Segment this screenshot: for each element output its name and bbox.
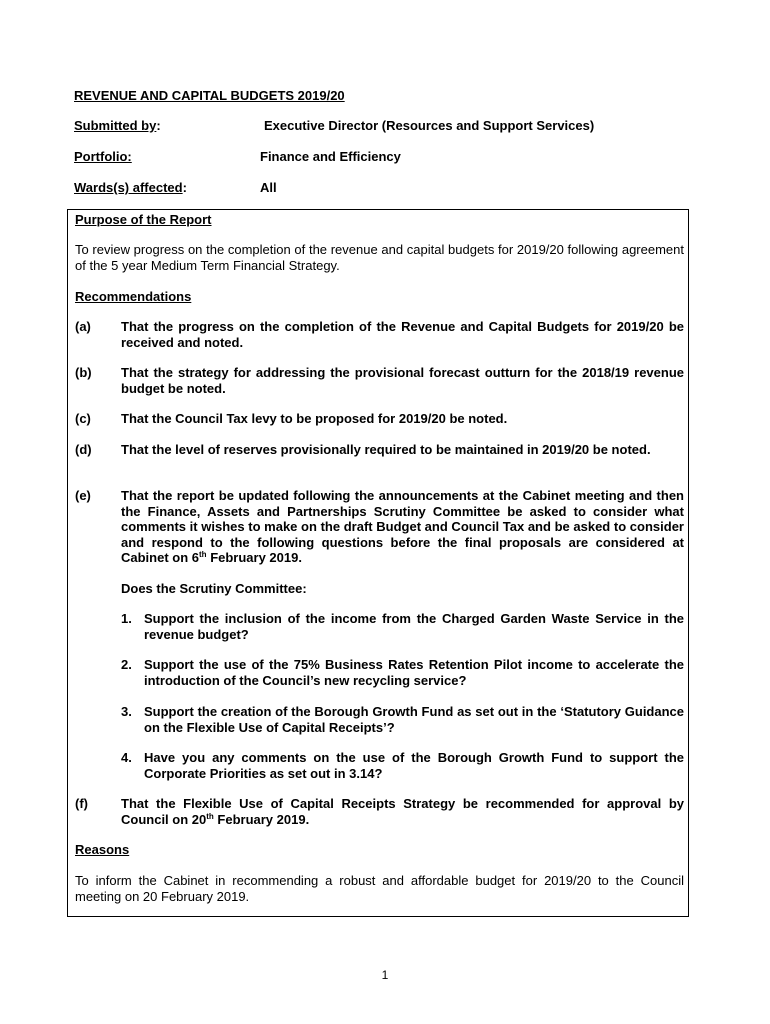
question-1-text: Support the inclusion of the income from the Charged Garden Waste Service in the revenue budget? (144, 611, 684, 642)
rec-c-letter: (c) (75, 411, 91, 426)
rec-e-text: That the report be updated following the announcements at the Cabinet meeting and then the Finance, Assets and Partnerships Scrutiny Committee be asked to consider what comments it wishes to make on the draft Budget and Council Tax and be asked to consider and respond to the following questions before the final proposals are considered at Cabinet on 6th February 2019. (121, 488, 684, 565)
purpose-text: To review progress on the completion of the revenue and capital budgets for 2019/20 following agreement of the 5 year Medium Term Financial Strategy. (75, 242, 684, 273)
document-title: REVENUE AND CAPITAL BUDGETS 2019/20 (74, 88, 345, 103)
rec-b-text: That the strategy for addressing the provisional forecast outturn for the 2018/19 revenue budget be noted. (121, 365, 684, 396)
rec-b-letter: (b) (75, 365, 92, 380)
question-2-text: Support the use of the 75% Business Rates Retention Pilot income to accelerate the introduction of the Council’s new recycling service? (144, 657, 684, 688)
question-4-text: Have you any comments on the use of the Borough Growth Fund to support the Corporate Priorities as set out in 3.14? (144, 750, 684, 781)
submitted-by-label: Submitted by: (74, 118, 161, 133)
report-summary-box (67, 209, 689, 917)
question-2-number: 2. (121, 657, 132, 672)
submitted-by-value: Executive Director (Resources and Support Services) (264, 118, 595, 133)
question-1-number: 1. (121, 611, 132, 626)
portfolio-label: Portfolio: (74, 149, 132, 164)
rec-e-letter: (e) (75, 488, 91, 503)
reasons-text: To inform the Cabinet in recommending a robust and affordable budget for 2019/20 to the Council meeting on 20 February 2019. (75, 873, 684, 904)
wards-label: Wards(s) affected: (74, 180, 187, 195)
rec-a-text: That the progress on the completion of the Revenue and Capital Budgets for 2019/20 be received and noted. (121, 319, 684, 350)
recommendations-heading: Recommendations (75, 289, 192, 304)
rec-f-text: That the Flexible Use of Capital Receipts Strategy be recommended for approval by Council on 20th February 2019. (121, 796, 684, 827)
rec-d-letter: (d) (75, 442, 92, 457)
purpose-heading: Purpose of the Report (75, 212, 212, 227)
rec-c-text: That the Council Tax levy to be proposed for 2019/20 be noted. (121, 411, 508, 426)
rec-f-letter: (f) (75, 796, 88, 811)
rec-a-letter: (a) (75, 319, 91, 334)
wards-value: All (260, 180, 277, 195)
question-3-text: Support the creation of the Borough Growth Fund as set out in the ‘Statutory Guidance on the Flexible Use of Capital Receipts’? (144, 704, 684, 735)
reasons-heading: Reasons (75, 842, 130, 857)
portfolio-value: Finance and Efficiency (260, 149, 401, 164)
question-3-number: 3. (121, 704, 132, 719)
question-4-number: 4. (121, 750, 132, 765)
scrutiny-intro: Does the Scrutiny Committee: (121, 581, 307, 596)
page-number: 1 (381, 968, 389, 982)
rec-d-text: That the level of reserves provisionally required to be maintained in 2019/20 be noted. (121, 442, 651, 457)
